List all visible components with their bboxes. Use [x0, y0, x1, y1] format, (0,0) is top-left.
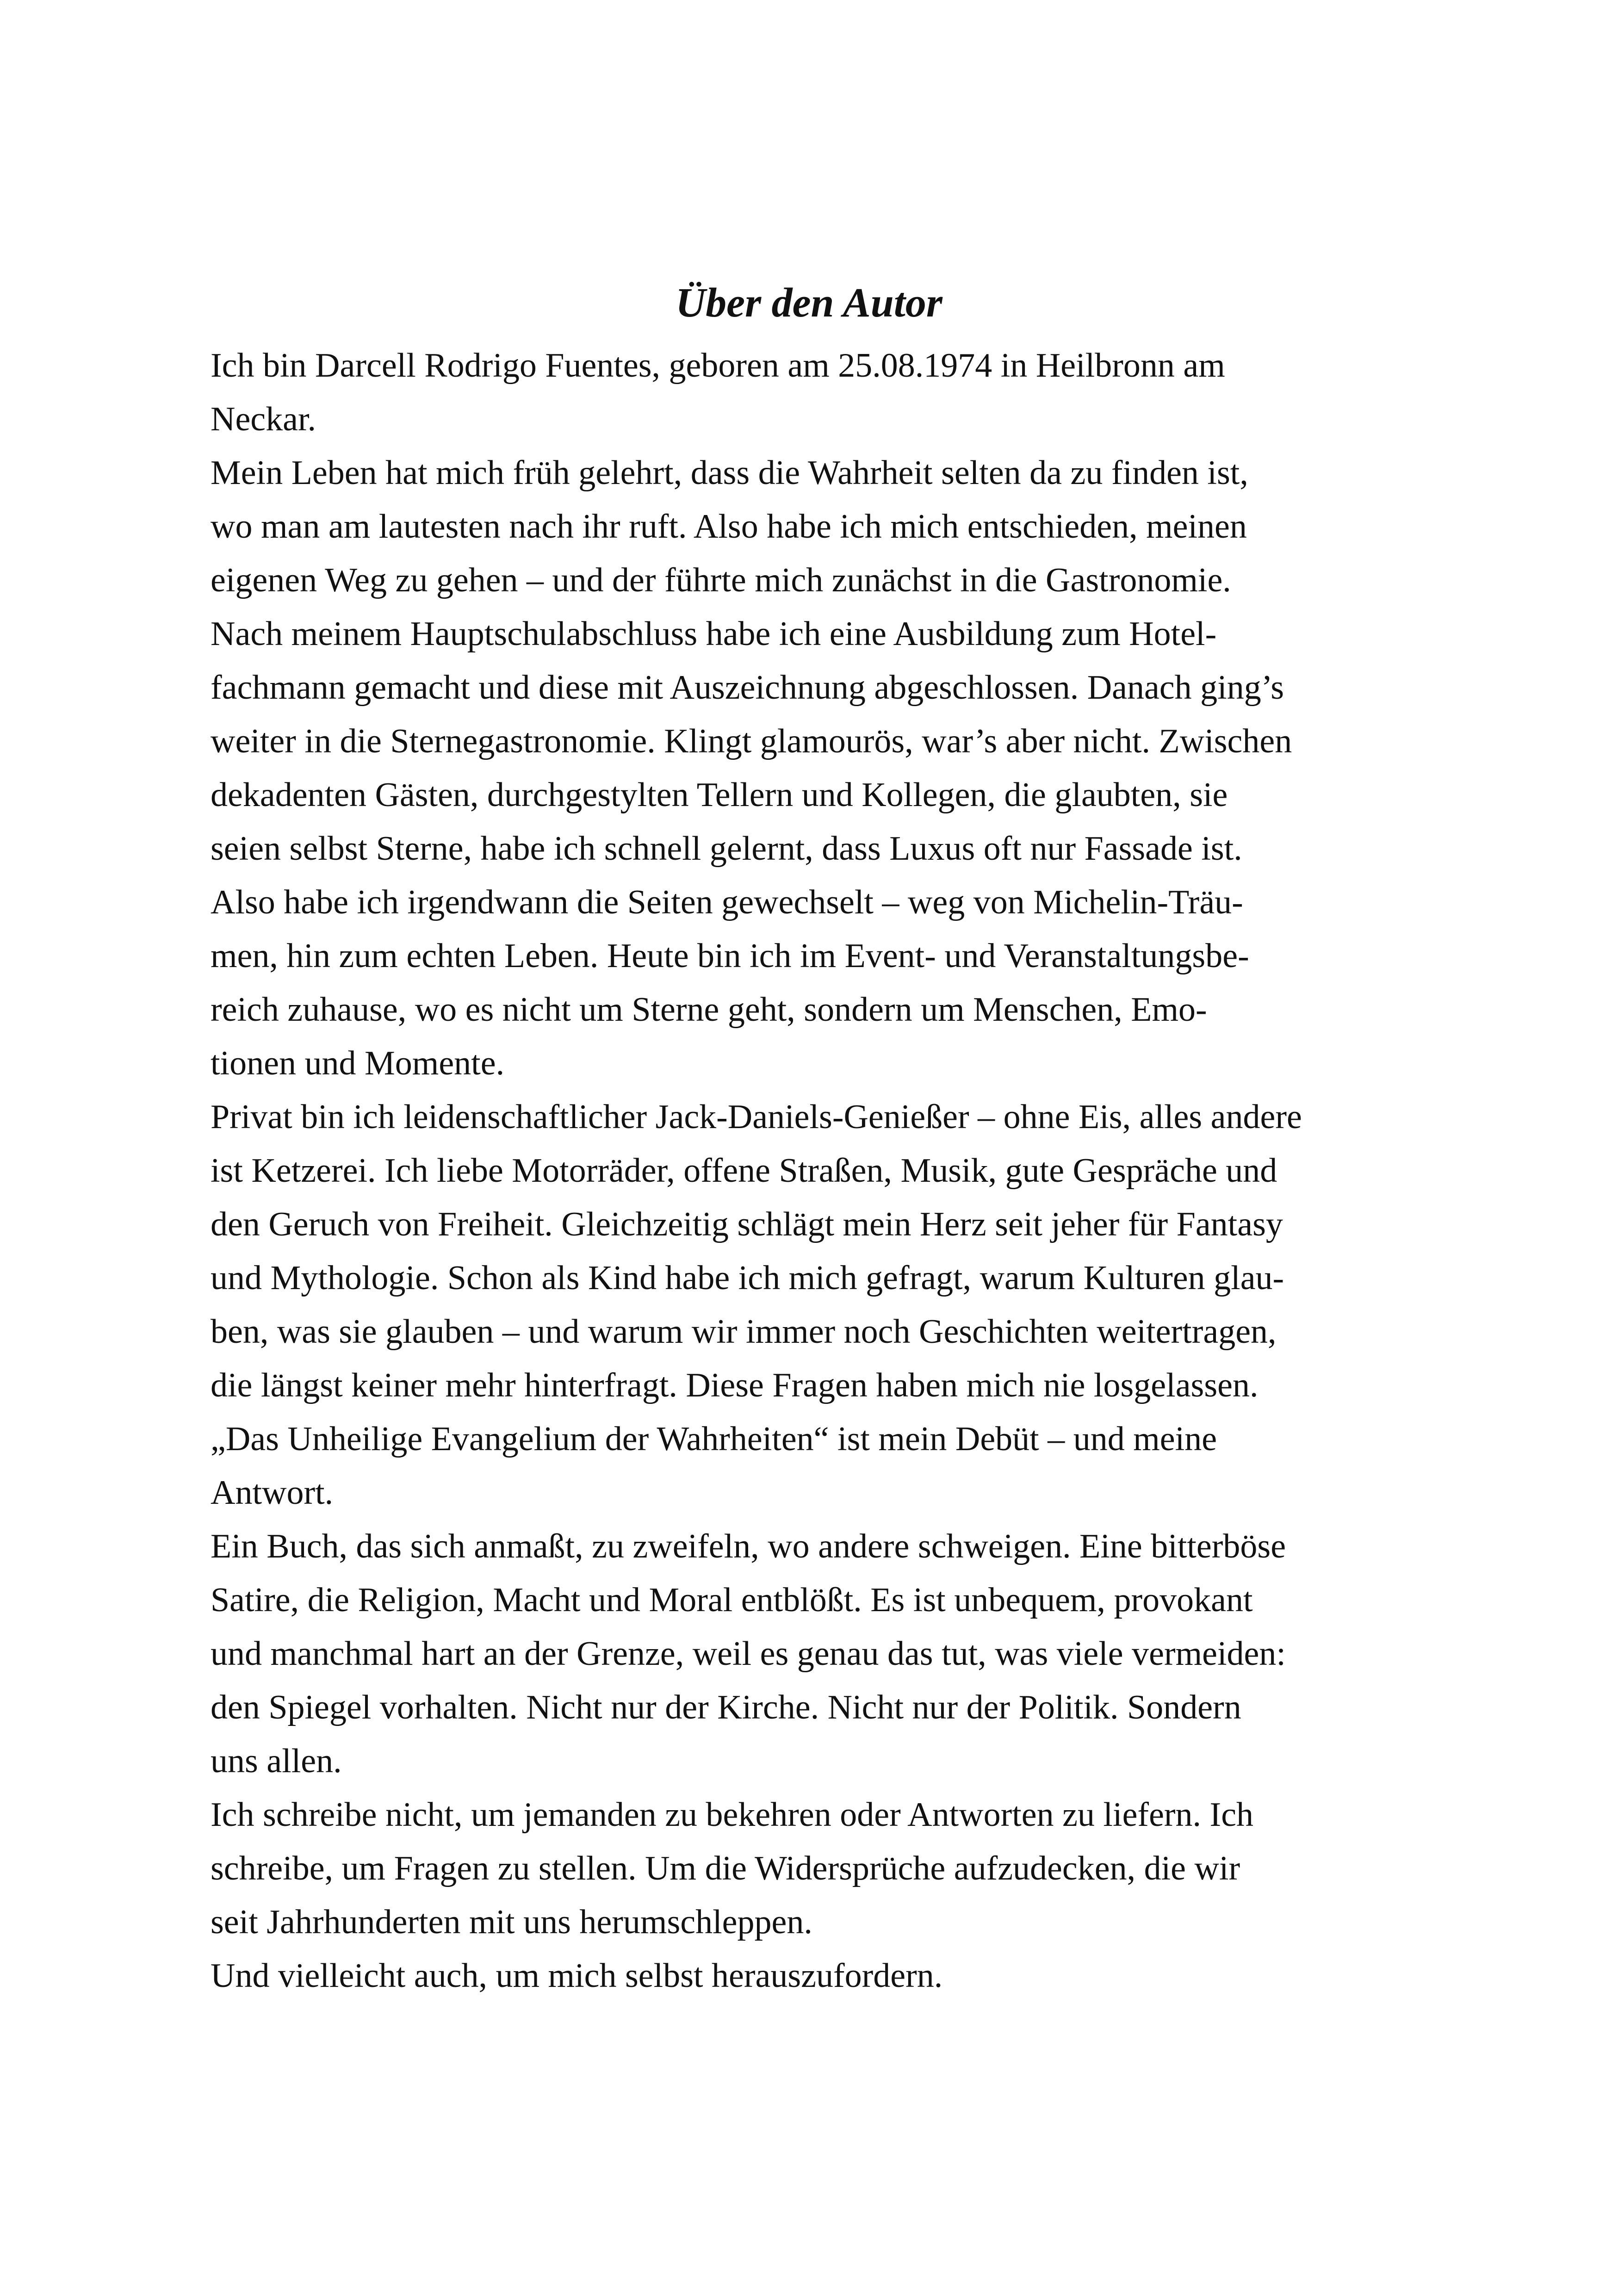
text-line: den Spiegel vorhalten. Nicht nur der Kirche. Nicht nur der Politik. Sondern	[211, 1688, 1241, 1726]
text-line: men, hin zum echten Leben. Heute bin ich im Event- und Veranstaltungsbe-	[211, 937, 1249, 975]
text-line: eigenen Weg zu gehen – und der führte mich zunächst in die Gastronomie.	[211, 561, 1231, 599]
text-line: dekadenten Gästen, durchgestylten Tellern und Kollegen, die glaubten, sie	[211, 776, 1228, 814]
text-line: fachmann gemacht und diese mit Auszeichnung abgeschlossen. Danach ging’s	[211, 669, 1284, 707]
text-line: wo man am lautesten nach ihr ruft. Also habe ich mich entschieden, meinen	[211, 508, 1247, 546]
text-line: Satire, die Religion, Macht und Moral entblößt. Es ist unbequem, provokant	[211, 1581, 1253, 1619]
text-line: und Mythologie. Schon als Kind habe ich mich gefragt, warum Kulturen glau-	[211, 1259, 1284, 1297]
text-line: seit Jahrhunderten mit uns herumschleppen.	[211, 1903, 812, 1941]
body-text	[211, 339, 1330, 2003]
text-line: Antwort.	[211, 1474, 334, 1512]
page-title: Über den Autor	[676, 280, 942, 326]
text-line: und manchmal hart an der Grenze, weil es genau das tut, was viele vermeiden:	[211, 1635, 1286, 1673]
text-line: Privat bin ich leidenschaftlicher Jack-Daniels-Genießer – ohne Eis, alles andere	[211, 1098, 1302, 1136]
text-line: Mein Leben hat mich früh gelehrt, dass die Wahrheit selten da zu finden ist,	[211, 454, 1248, 492]
text-line: Ich bin Darcell Rodrigo Fuentes, geboren am 25.08.1974 in Heilbronn am	[211, 347, 1225, 385]
text-line: die längst keiner mehr hinterfragt. Diese Fragen haben mich nie losgelassen.	[211, 1366, 1258, 1404]
text-line: Nach meinem Hauptschulabschluss habe ich eine Ausbildung zum Hotel-	[211, 615, 1217, 653]
text-line: uns allen.	[211, 1742, 342, 1780]
text-line: ist Ketzerei. Ich liebe Motorräder, offene Straßen, Musik, gute Gespräche und	[211, 1152, 1277, 1190]
text-line: Ich schreibe nicht, um jemanden zu bekehren oder Antworten zu liefern. Ich	[211, 1796, 1254, 1834]
text-line: seien selbst Sterne, habe ich schnell gelernt, dass Luxus oft nur Fassade ist.	[211, 830, 1242, 868]
text-line: weiter in die Sternegastronomie. Klingt glamourös, war’s aber nicht. Zwischen	[211, 722, 1292, 760]
text-line: den Geruch von Freiheit. Gleichzeitig schlägt mein Herz seit jeher für Fantasy	[211, 1205, 1283, 1243]
text-line: reich zuhause, wo es nicht um Sterne geht, sondern um Menschen, Emo-	[211, 991, 1207, 1029]
text-line: ben, was sie glauben – und warum wir immer noch Geschichten weitertragen,	[211, 1313, 1277, 1351]
text-line: Ein Buch, das sich anmaßt, zu zweifeln, wo andere schweigen. Eine bitterböse	[211, 1527, 1286, 1565]
text-line: tionen und Momente.	[211, 1044, 505, 1082]
text-line: „Das Unheilige Evangelium der Wahrheiten“ ist mein Debüt – und meine	[211, 1420, 1217, 1458]
text-line: Neckar.	[211, 400, 316, 438]
text-line: Also habe ich irgendwann die Seiten gewechselt – weg von Michelin-Träu-	[211, 883, 1243, 921]
text-line: Und vielleicht auch, um mich selbst herauszufordern.	[211, 1957, 943, 1995]
text-line: schreibe, um Fragen zu stellen. Um die Widersprüche aufzudecken, die wir	[211, 1849, 1240, 1887]
